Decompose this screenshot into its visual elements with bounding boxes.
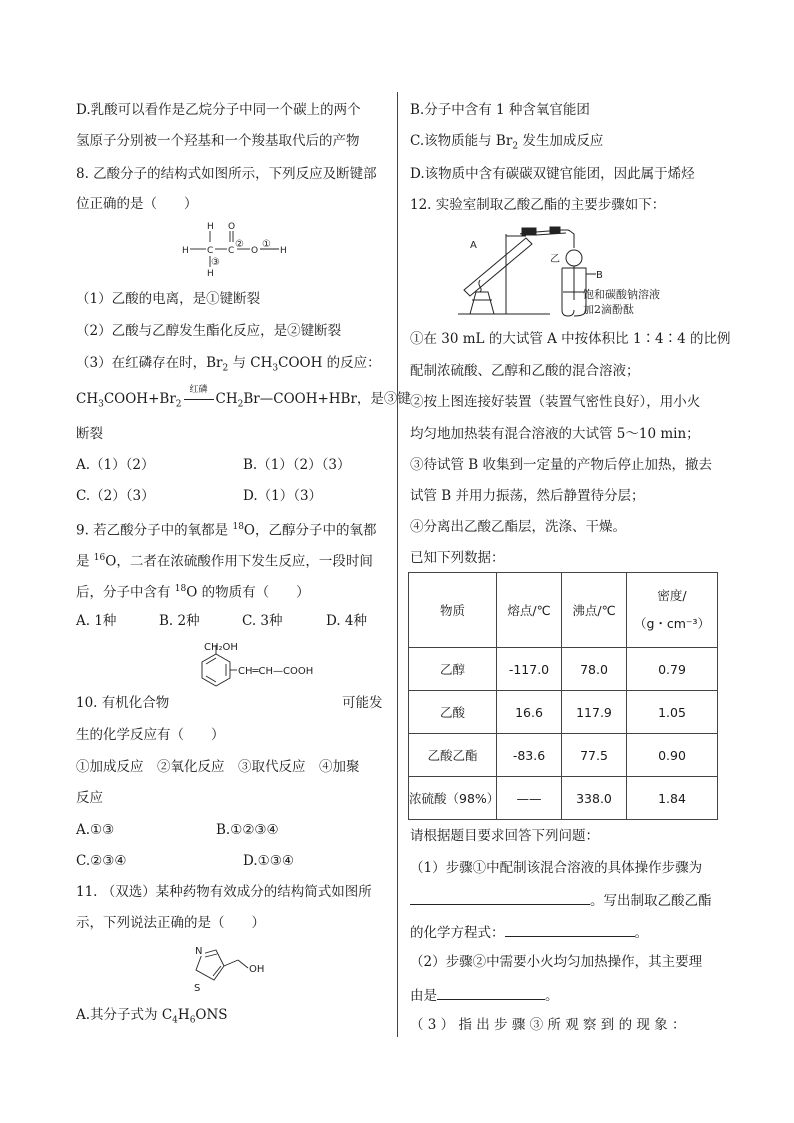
header-substance: 物质 [409, 573, 497, 648]
q8-equation: $CH_3COOH+Br_2$ 红磷 $CH_2Br—COOH+HBr$，是③键 [76, 385, 411, 410]
step1-line2: 配制浓硫酸、乙醇和乙酸的混合溶液； [410, 363, 640, 379]
bond-marker-2: ② [235, 239, 244, 250]
q8-option-a: A.（1）（2） [76, 457, 155, 473]
cell-substance: 乙醇 [409, 648, 497, 691]
table-header-row [409, 573, 718, 648]
cell-density: 0.90 [627, 734, 718, 777]
q8-statement-3: （3）在红磷存在时，$Br_2$ 与 $CH_3COOH$ 的反应： [76, 355, 381, 374]
ch2oh-label: CH₂OH [204, 642, 238, 653]
cell-density: 1.84 [627, 777, 718, 820]
struct-h-bottom: H [207, 269, 214, 278]
cell-density: 0.79 [627, 648, 718, 691]
q9-stem-line1: 9. 若乙酸分子中的氧都是 $^{18}$O，乙醇分子中的氧都 [76, 522, 377, 539]
q8-statement-1: （1）乙酸的电离，是①键断裂 [76, 291, 261, 307]
q12-2-line1: （2）步骤②中需要小火均匀加热操作，其主要理 [410, 954, 703, 970]
struct-o-top: O [228, 222, 236, 232]
q10-option-a: A.①③ [76, 822, 115, 838]
q11-option-b: B.分子中含有 1 种含氧官能团 [410, 102, 590, 118]
header-boiling-point: 沸点/℃ [562, 573, 627, 648]
step4: ④分离出乙酸乙酯层，洗涤、干燥。 [410, 519, 626, 535]
cell-boiling: 117.9 [562, 691, 627, 734]
q9-stem-line3: 后，分子中含有 $^{18}$O 的物质有（ ） [76, 584, 310, 601]
q11-stem-line2: 示，下列说法正确的是（ ） [76, 915, 265, 931]
struct-h-left: H [182, 246, 189, 256]
bond-marker-3: ③ [211, 257, 220, 268]
q11-option-d: D.该物质中含有碳碳双键官能团，因此属于烯烃 [410, 166, 695, 182]
q12-2-line2: 由是 。 [410, 985, 559, 1005]
q10-reactions: ①加成反应 ②氧化反应 ③取代反应 ④加聚 [76, 759, 360, 775]
q7-option-d-line1: D.乳酸可以看作是乙烷分子中同一个碳上的两个 [76, 102, 361, 118]
q12-1-line1: （1）步骤①中配制该混合溶液的具体操作步骤为 [410, 860, 703, 876]
q9-option-a: A. 1种 [76, 613, 117, 629]
cell-melting: -83.6 [497, 734, 562, 777]
cell-melting: -117.0 [497, 648, 562, 691]
q12-3-line1: （ 3 ） 指 出 步 骤 ③ 所 观 察 到 的 现 象 ： [410, 1017, 686, 1033]
struct-c-left: C [207, 246, 214, 256]
q8-option-d: D.（1）（3） [243, 488, 323, 504]
label-solution: 饱和碳酸钠溶液 [583, 288, 660, 301]
answer-blank-3[interactable] [437, 985, 545, 1000]
q10-stem-line1b: 可能发 [342, 695, 383, 711]
q9-stem-line2: 是 $^{16}$O，二者在浓硫酸作用下发生反应，一段时间 [76, 553, 373, 570]
table-row [409, 691, 718, 734]
burner [470, 292, 494, 314]
distillation-apparatus [450, 222, 690, 318]
reaction-arrow: 红磷 [182, 390, 216, 408]
q8-stem-line2: 位正确的是（ ） [76, 196, 198, 212]
q11-stem-line1: 11. （双选）某种药物有效成分的结构简式如图所 [76, 884, 372, 900]
rubber-tube [550, 227, 560, 233]
struct-h-top: H [207, 222, 214, 232]
struct-h-right: H [280, 246, 287, 256]
nitrogen-label: N [195, 946, 203, 957]
q10-reactions-line2: 反应 [76, 790, 103, 806]
q11-option-c: C.该物质能与 $Br_2$ 发生加成反应 [410, 133, 604, 152]
sulfur-label: S [194, 983, 201, 994]
step3-line2: 试管 B 并用力振荡，然后静置待分层； [410, 488, 645, 504]
q10-stem-line1a: 10. 有机化合物 [76, 695, 170, 711]
step2-line2: 均匀地加热装有混合溶液的大试管 5～10 min； [410, 426, 700, 442]
header-density: 密度/ （g・cm⁻³） [627, 573, 718, 648]
struct-c-right: C [228, 246, 235, 256]
q12-1-line2: 。写出制取乙酸乙酯 [410, 890, 712, 910]
bulb-yi [566, 250, 582, 266]
q8-stem-line1: 8. 乙酸分子的结构式如图所示，下列反应及断键部 [76, 166, 377, 182]
cell-boiling: 78.0 [562, 648, 627, 691]
step2-line1: ②按上图连接好装置（装置气密性良好），用小火 [410, 394, 701, 410]
cell-substance: 乙酸乙酯 [409, 734, 497, 777]
table-row [409, 648, 718, 691]
label-indicator: 加2滴酚酞 [583, 303, 634, 316]
label-yi: 乙 [550, 254, 560, 265]
q9-option-c: C. 3种 [242, 613, 283, 629]
q10-option-b: B.①②③④ [216, 822, 279, 838]
side-chain-label: CH═CH—COOH [238, 666, 314, 677]
column-divider [397, 92, 398, 1037]
properties-table [408, 572, 718, 820]
struct-o-mid: O [251, 246, 259, 256]
table-row [409, 734, 718, 777]
instruction: 请根据题目要求回答下列问题： [410, 828, 599, 844]
cell-boiling: 77.5 [562, 734, 627, 777]
step1-line1: ①在 30 mL 的大试管 A 中按体积比 1∶4∶4 的比例 [410, 331, 731, 347]
answer-blank-2[interactable] [505, 922, 635, 937]
q10-option-c: C.②③④ [76, 853, 127, 869]
table-row [409, 777, 718, 820]
q11-option-a: A.其分子式为 $C_4H_6ONS$ [76, 1007, 228, 1026]
cell-substance: 浓硫酸（98%） [409, 777, 497, 820]
step3-line1: ③待试管 B 收集到一定量的产物后停止加热，撤去 [410, 457, 713, 473]
q9-option-d: D. 4种 [326, 613, 368, 629]
cell-boiling: 338.0 [562, 777, 627, 820]
q10-option-d: D.①③④ [243, 853, 294, 869]
q8-equation-line2: 断裂 [76, 426, 103, 442]
flame [479, 280, 481, 292]
cell-density: 1.05 [627, 691, 718, 734]
thiazole-structure [186, 940, 276, 998]
dry-tube-neck [570, 231, 574, 248]
cell-melting: 16.6 [497, 691, 562, 734]
q10-compound-structure [180, 640, 340, 698]
known-data-label: 已知下列数据： [410, 550, 505, 566]
q7-option-d-line2: 氢原子分别被一个羟基和一个羧基取代后的产物 [76, 133, 360, 149]
label-a: A [470, 240, 477, 251]
answer-blank-1[interactable] [410, 890, 590, 905]
bond-marker-1: ① [262, 239, 271, 250]
cell-substance: 乙酸 [409, 691, 497, 734]
q12-intro: 12. 实验室制取乙酸乙酯的主要步骤如下： [410, 197, 666, 213]
q8-statement-2: （2）乙酸与乙醇发生酯化反应，是②键断裂 [76, 323, 342, 339]
q12-1-line3: 的化学方程式： 。 [410, 922, 648, 942]
q8-option-c: C.（2）（3） [76, 488, 155, 504]
q10-stem-line2: 生的化学反应有（ ） [76, 727, 225, 743]
hydroxyl-label: OH [249, 964, 265, 975]
cell-melting: —— [497, 777, 562, 820]
header-melting-point: 熔点/℃ [497, 573, 562, 648]
acetic-acid-structure [180, 218, 290, 278]
q9-option-b: B. 2种 [159, 613, 200, 629]
q8-option-b: B.（1）（2）（3） [243, 457, 351, 473]
label-b: B [596, 270, 603, 281]
